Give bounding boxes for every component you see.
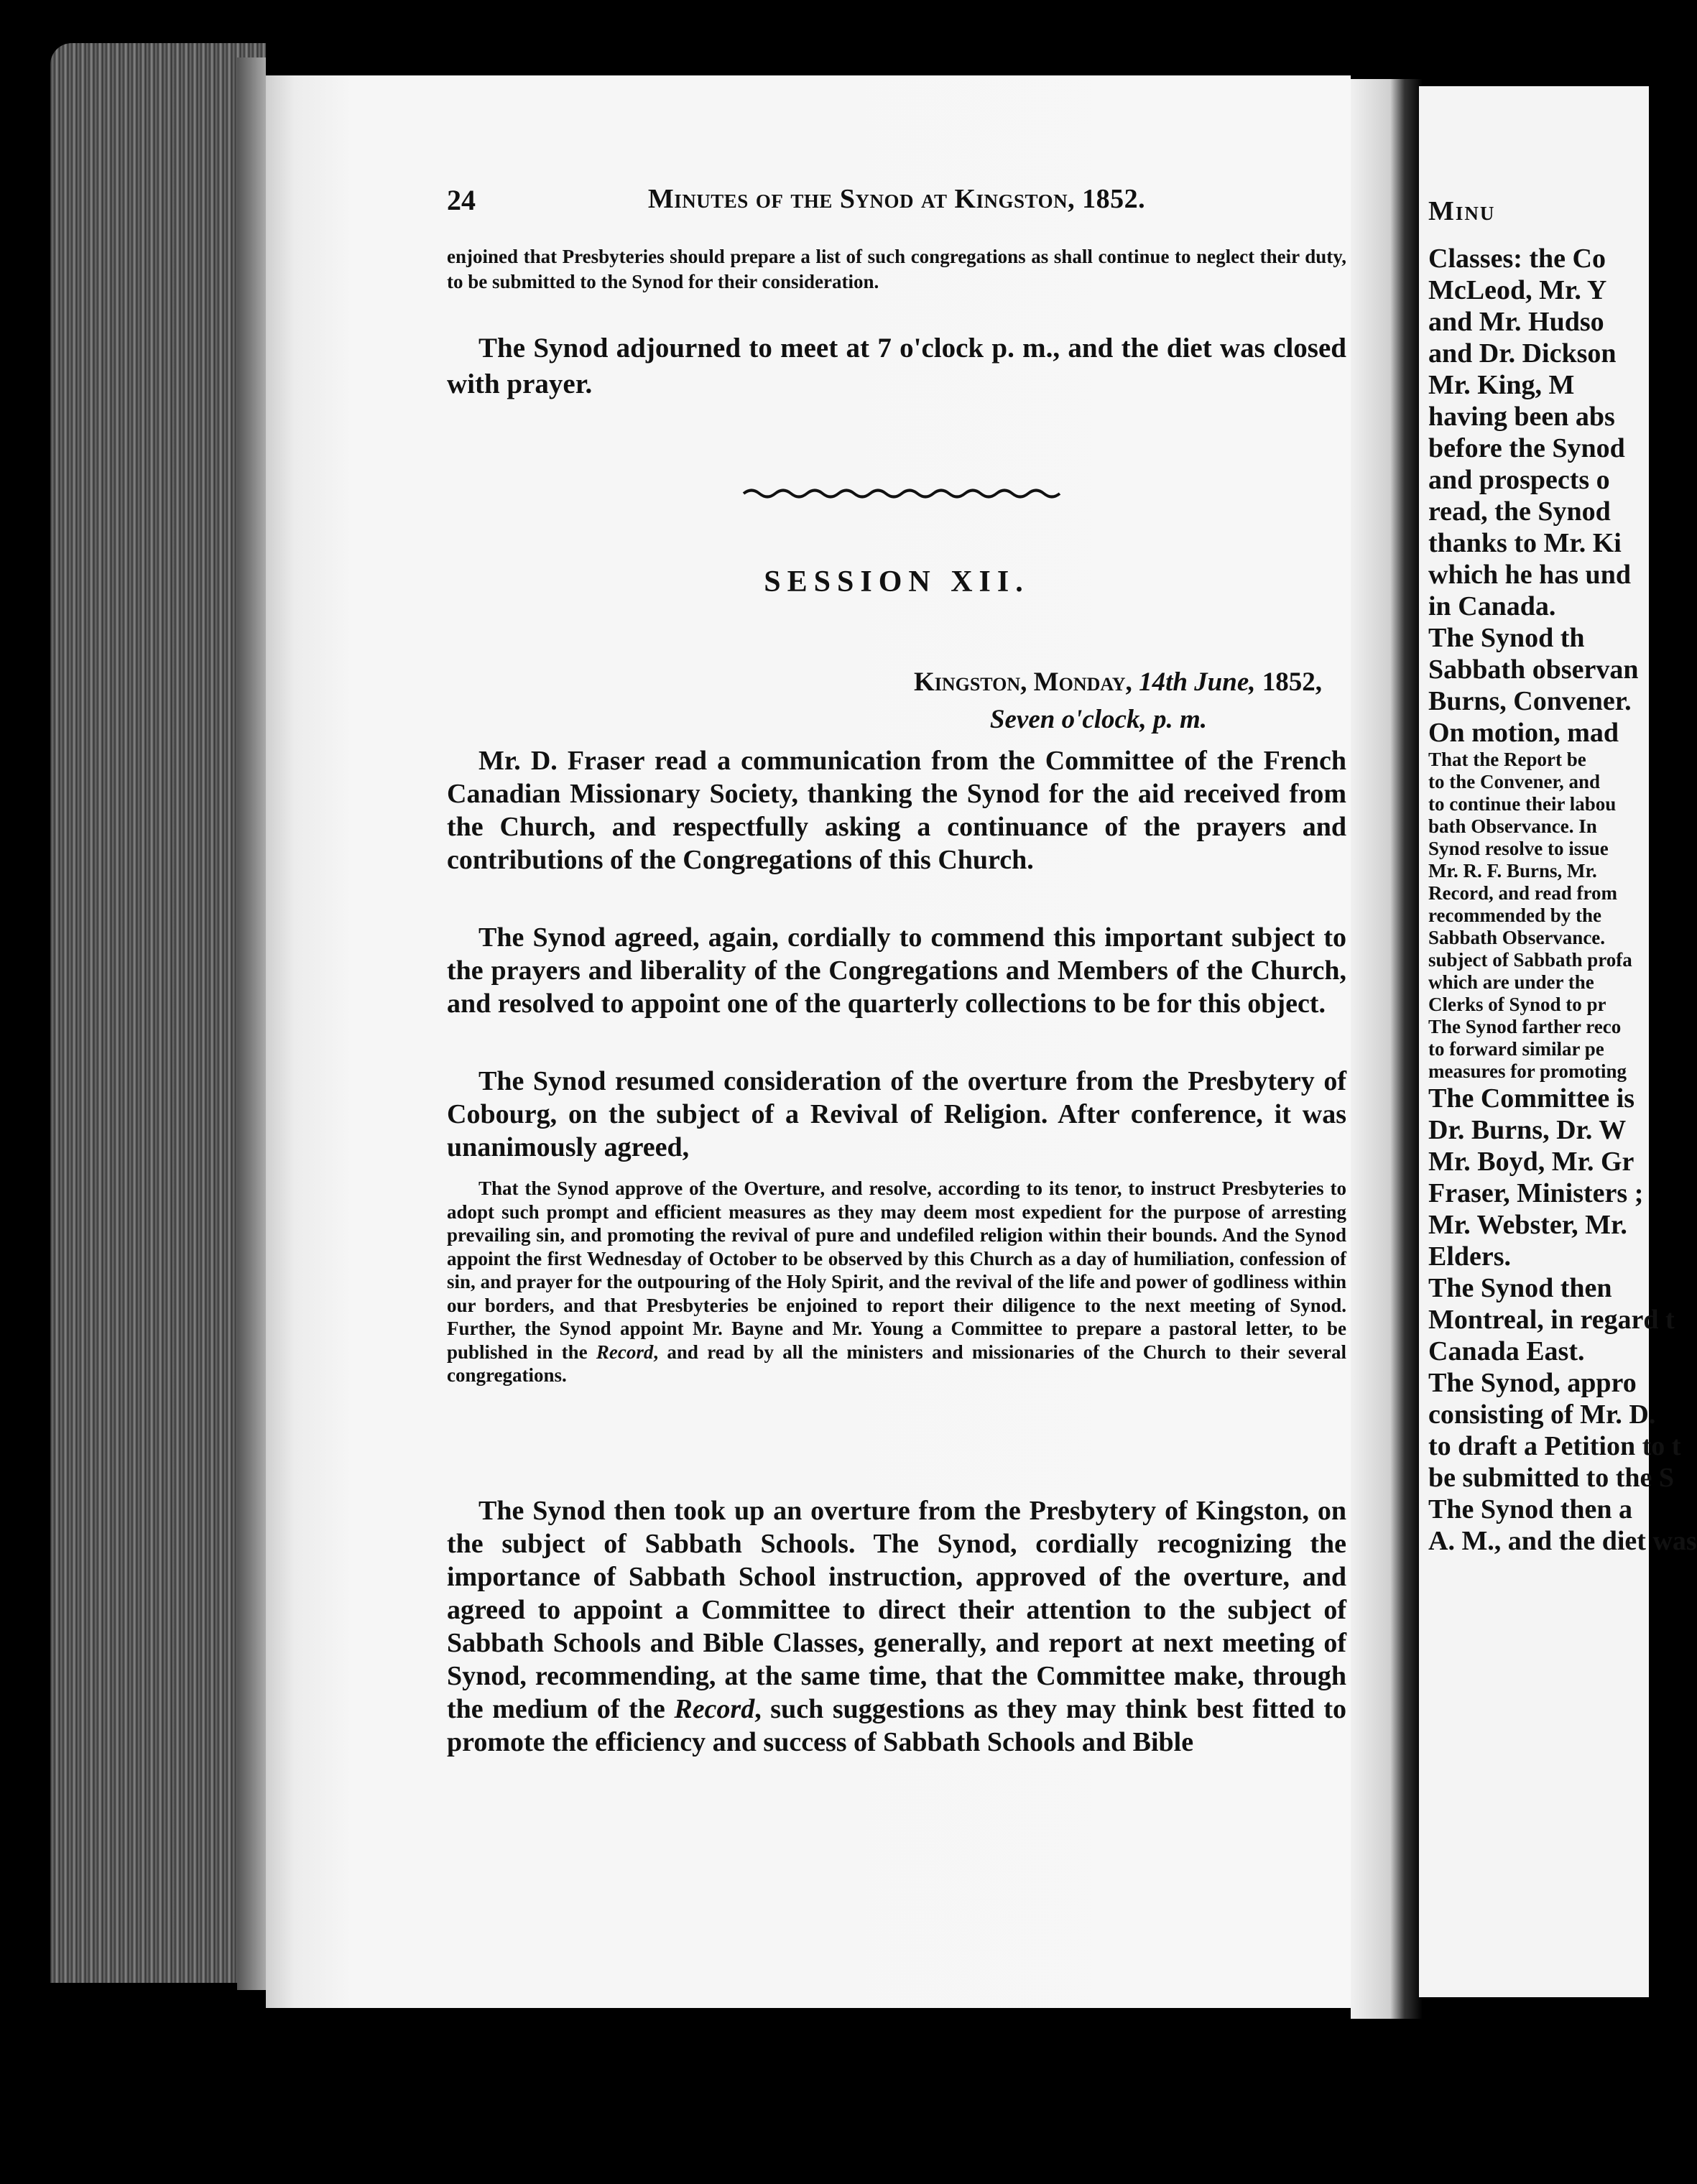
- right-page-line: Classes: the Co: [1428, 244, 1606, 274]
- right-page-line: subject of Sabbath profa: [1428, 949, 1632, 971]
- resolution-part-2: , and read by all the ministers and missionaries of the Church to their several congregations.: [447, 1341, 1346, 1386]
- right-page-line: The Synod farther reco: [1428, 1016, 1622, 1037]
- right-page-line: to the Convener, and: [1428, 771, 1601, 792]
- right-page-line: The Synod then a: [1428, 1494, 1633, 1524]
- right-page-line: A. M., and the diet was: [1428, 1526, 1697, 1556]
- resolution-record: Record: [596, 1341, 654, 1363]
- right-page-line: Burns, Convener.: [1428, 686, 1632, 716]
- session-heading: SESSION XII.: [764, 565, 1030, 598]
- right-page-line: Mr. Boyd, Mr. Gr: [1428, 1147, 1634, 1177]
- page-header: [447, 183, 1346, 217]
- right-page-line: be submitted to the S: [1428, 1463, 1675, 1493]
- running-head: Minutes of the Synod at Kingston, 1852.: [647, 184, 1146, 214]
- right-page-line: measures for promoting: [1428, 1060, 1627, 1082]
- dateline-year: 1852,: [1262, 667, 1322, 697]
- right-page-line: consisting of Mr. D.: [1428, 1399, 1656, 1430]
- right-page-line: Fraser, Ministers ;: [1428, 1178, 1644, 1208]
- right-page-line: Clerks of Synod to pr: [1428, 994, 1606, 1015]
- right-page-line: and Mr. Hudso: [1428, 307, 1604, 337]
- right-page-line: The Committee is: [1428, 1083, 1635, 1114]
- continuation-text: enjoined that Presbyteries should prepare a list of such congregations as shall continue to neglect their duty, to be submitted to the Synod for their consideration.: [447, 246, 1346, 292]
- right-page-line: which are under the: [1428, 971, 1594, 993]
- page-edge-shadow: [237, 57, 266, 1990]
- right-page-line: and Dr. Dickson: [1428, 338, 1617, 369]
- right-page-line: to forward similar pe: [1428, 1038, 1604, 1060]
- right-page-line: in Canada.: [1428, 591, 1556, 621]
- book-gutter: [1351, 79, 1423, 2019]
- adjourn-paragraph: The Synod adjourned to meet at 7 o'clock p. m., and the diet was closed with prayer.: [447, 333, 1346, 399]
- right-page-line: to continue their labou: [1428, 793, 1617, 815]
- right-page-line: and prospects o: [1428, 465, 1610, 495]
- right-page-line: Sabbath Observance.: [1428, 927, 1606, 948]
- page-number: 24: [447, 184, 476, 216]
- decorative-rule: [744, 486, 1060, 501]
- right-page-line: Mr. R. F. Burns, Mr.: [1428, 860, 1597, 882]
- resolution-part-1: That the Synod approve of the Overture, and resolve, according to its tenor, to instruct Presbyteries to adopt such prompt and efficient measures as they may deem most expedient for the purpose of arresting prevailing sin, and promoting the revival of pure and undefiled religion within their bounds. And the Synod appoint the first Wednesday of October to be observed by this Church as a day of humiliation, confession of sin, and prayer for the outpouring of the Holy Spirit, and the revival of the life and power of godliness within our borders, and that Presbyteries be enjoined to report their diligence to the next meeting of Synod. Further, the Synod appoint Mr. Bayne and Mr. Young a Committee to prepare a pastoral letter, to be published in the: [447, 1177, 1346, 1363]
- right-page-line: having been abs: [1428, 402, 1615, 432]
- sabbath-part-1: The Synod then took up an overture from the Presbytery of Kingston, on the subject of Sabbath Schools. The Synod, cordially recognizing the importance of Sabbath School instruction, approved of the overture, and agreed to appoint a Committee to direct their attention to the subject of Sabbath Schools and Bible Classes, generally, and report at next meeting of Synod, recommending, at the same time, that the Committee make, through the medium of the: [447, 1496, 1346, 1724]
- right-page-line: The Synod, appro: [1428, 1368, 1637, 1398]
- right-page-line: bath Observance. In: [1428, 815, 1597, 837]
- book-page-edges: [50, 43, 266, 1983]
- right-page-line: Montreal, in regard t: [1428, 1305, 1675, 1335]
- right-page-text: [1428, 195, 1697, 1557]
- sabbath-part-2: , such suggestions as they may think best fitted to promote the efficiency and success of Sabbath Schools and Bible: [447, 1694, 1346, 1757]
- paragraph-fraser: Mr. D. Fraser read a communication from the Committee of the French Canadian Missionary Society, thanking the Synod for the aid received from the Church, and respectfully asking a continuance of the prayers and contributions of the Congregations of this Church.: [447, 746, 1346, 875]
- dateline-time: Seven o'clock, p. m.: [989, 705, 1207, 734]
- right-page-line: Mr. Webster, Mr.: [1428, 1210, 1627, 1240]
- right-page-line: McLeod, Mr. Y: [1428, 275, 1607, 305]
- right-page-line: On motion, mad: [1428, 718, 1619, 748]
- paragraph-commend: The Synod agreed, again, cordially to commend this important subject to the prayers and liberality of the Congregations and Members of the Church, and resolved to appoint one of the quarterly collections to be for this object.: [447, 922, 1346, 1019]
- right-page-line: Dr. Burns, Dr. W: [1428, 1115, 1627, 1145]
- right-page-line: Elders.: [1428, 1241, 1512, 1272]
- right-page-line: The Synod then: [1428, 1273, 1612, 1303]
- paragraph-sabbath-schools: [447, 1494, 1346, 1759]
- right-page-line: That the Report be: [1428, 749, 1586, 770]
- right-page-line: which he has und: [1428, 560, 1631, 590]
- right-page-line: Synod resolve to issue: [1428, 838, 1609, 859]
- dateline-place: Kingston, Monday,: [913, 667, 1132, 697]
- paragraph-revival: The Synod resumed consideration of the overture from the Presbytery of Cobourg, on the subject of a Revival of Religion. After conference, it was unanimously agreed,: [447, 1066, 1346, 1162]
- right-page-line: The Synod th: [1428, 623, 1585, 653]
- right-page-line: thanks to Mr. Ki: [1428, 528, 1622, 558]
- right-page-line: Record, and read from: [1428, 882, 1617, 904]
- right-page-line: Canada East.: [1428, 1336, 1585, 1366]
- dateline-date: 14th June,: [1139, 667, 1256, 697]
- right-page-line: before the Synod: [1428, 433, 1625, 463]
- right-page-line: Sabbath observan: [1428, 654, 1639, 685]
- resolution-text: [447, 1177, 1346, 1387]
- right-page-line: read, the Synod: [1428, 496, 1611, 527]
- right-page-line: Mr. King, M: [1428, 370, 1575, 400]
- dateline: [826, 667, 1322, 698]
- right-page-line: to draft a Petition to t: [1428, 1431, 1681, 1461]
- sabbath-record: Record: [674, 1694, 755, 1724]
- right-running-head: Minu: [1428, 196, 1496, 226]
- right-page-line: recommended by the: [1428, 904, 1601, 926]
